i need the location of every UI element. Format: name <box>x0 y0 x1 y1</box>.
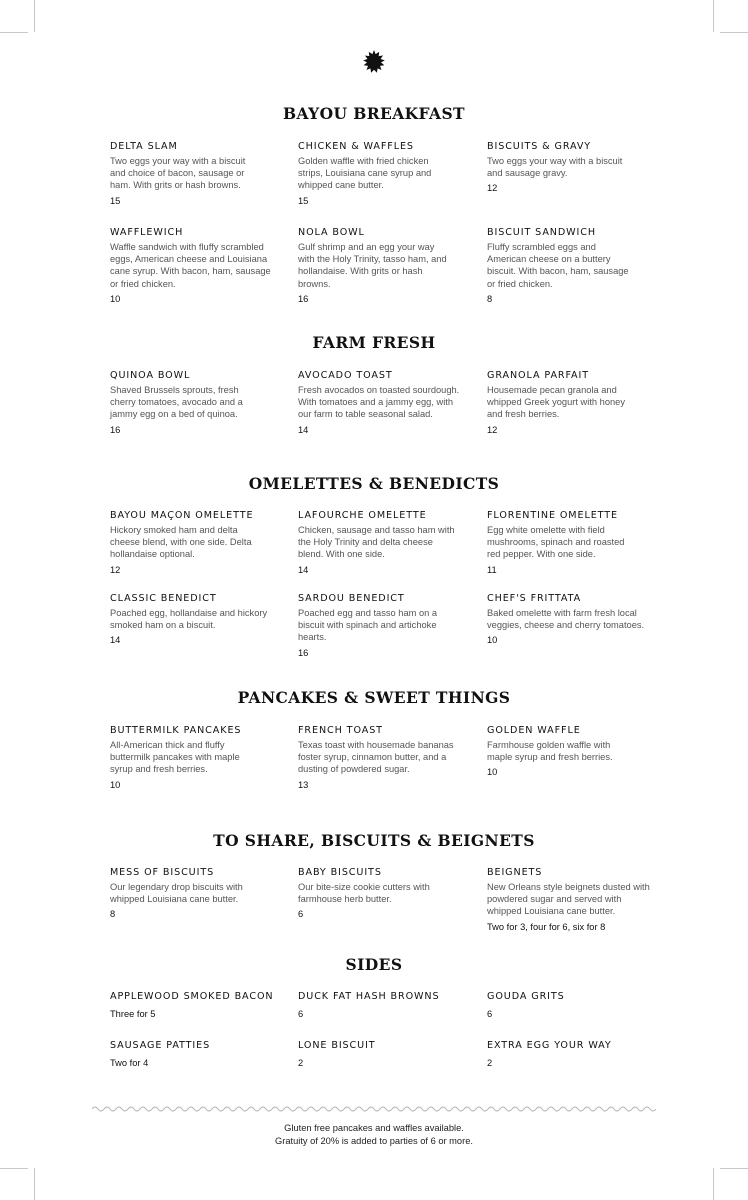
menu-item <box>487 141 659 194</box>
menu-item <box>110 370 282 436</box>
item-name: BAYOU MAÇON OMELETTE <box>110 510 254 521</box>
item-price: 16 <box>110 424 121 435</box>
item-description: Texas toast with housemade bananas foster syrup, cinnamon butter, and a dusting of powdered sugar. <box>298 740 454 775</box>
item-price: 10 <box>110 293 121 304</box>
item-price: 16 <box>298 293 309 304</box>
menu-item <box>298 867 470 920</box>
item-price: 6 <box>298 909 304 920</box>
item-description: Waffle sandwich with fluffy scrambled eggs, American cheese and Louisiana cane syrup. With bacon, ham, sausage or fried chicken. <box>110 242 271 289</box>
crop-mark-top-left <box>34 0 35 32</box>
footer-note <box>0 1122 748 1147</box>
sunburst-icon <box>362 50 386 74</box>
item-description: Two eggs your way with a biscuit and choice of bacon, sausage or ham. With grits or hash browns. <box>110 156 246 191</box>
item-price: 16 <box>298 647 309 658</box>
menu-item <box>487 991 659 1020</box>
crop-mark-top-left-h <box>0 32 28 33</box>
section-title-sides: SIDES <box>345 955 403 974</box>
section-title-bayou-breakfast: BAYOU BREAKFAST <box>283 104 465 123</box>
menu-item <box>298 991 470 1020</box>
item-name: BISCUITS & GRAVY <box>487 141 592 152</box>
item-description: Egg white omelette with field mushrooms, spinach and roasted red pepper. With one side. <box>487 525 625 560</box>
menu-item <box>110 991 282 1020</box>
item-description: Housemade pecan granola and whipped Greek yogurt with honey and fresh berries. <box>487 385 625 420</box>
menu-item <box>298 227 470 305</box>
crop-mark-bottom-right <box>713 1168 714 1200</box>
menu-item <box>487 370 659 436</box>
item-price: 8 <box>487 293 493 304</box>
item-name: LAFOURCHE OMELETTE <box>298 510 427 521</box>
item-description: Poached egg, hollandaise and hickory smoked ham on a biscuit. <box>110 608 268 631</box>
item-price: 14 <box>110 635 121 646</box>
item-description: Our legendary drop biscuits with whipped Louisiana cane butter. <box>110 882 243 905</box>
item-name: DELTA SLAM <box>110 141 178 152</box>
item-description: Gulf shrimp and an egg your way with the Holy Trinity, tasso ham, and hollandaise. With grits or hash browns. <box>298 242 447 289</box>
item-description: Chicken, sausage and tasso ham with the Holy Trinity and delta cheese blend. With one side. <box>298 525 455 560</box>
item-description: Fluffy scrambled eggs and American cheese on a buttery biscuit. With bacon, ham, sausage or fried chicken. <box>487 242 629 289</box>
menu-item <box>110 867 282 920</box>
menu-item <box>110 141 282 207</box>
item-name: GOUDA GRITS <box>487 991 565 1002</box>
item-name: NOLA BOWL <box>298 227 365 238</box>
menu-item <box>487 1040 659 1069</box>
menu-item <box>110 1040 282 1069</box>
item-price: 2 <box>487 1058 493 1068</box>
item-description: Farmhouse golden waffle with maple syrup and fresh berries. <box>487 740 613 763</box>
item-name: DUCK FAT HASH BROWNS <box>298 991 440 1002</box>
crop-mark-bottom-right-h <box>720 1168 748 1169</box>
menu-item <box>487 593 659 646</box>
crop-mark-top-right <box>713 0 714 32</box>
menu-item <box>487 867 659 933</box>
item-price: 11 <box>487 564 497 575</box>
item-price: 6 <box>298 1009 304 1019</box>
wavy-divider <box>92 1104 656 1114</box>
item-name: GOLDEN WAFFLE <box>487 725 581 736</box>
item-price: 14 <box>298 564 309 575</box>
item-price: 12 <box>110 564 121 575</box>
item-name: QUINOA BOWL <box>110 370 191 381</box>
section-title-pancakes-sweet-things: PANCAKES & SWEET THINGS <box>237 688 511 707</box>
item-price: 6 <box>487 1009 493 1019</box>
footer-gluten-note: Gluten free pancakes and waffles available. <box>284 1123 464 1133</box>
menu-item <box>298 725 470 791</box>
item-price: Two for 3, four for 6, six for 8 <box>487 921 606 932</box>
item-price: 15 <box>298 195 309 206</box>
item-name: APPLEWOOD SMOKED BACON <box>110 991 274 1002</box>
item-name: CLASSIC BENEDICT <box>110 593 217 604</box>
item-name: MESS OF BISCUITS <box>110 867 215 878</box>
item-name: SARDOU BENEDICT <box>298 593 405 604</box>
item-price: 10 <box>487 767 498 778</box>
menu-item <box>110 593 282 646</box>
item-description: Golden waffle with fried chicken strips, Louisiana cane syrup and whipped cane butter. <box>298 156 432 191</box>
item-description: Two eggs your way with a biscuit and sausage gravy. <box>487 156 623 179</box>
section-title-farm-fresh: FARM FRESH <box>312 333 436 352</box>
item-price: 12 <box>487 183 498 194</box>
item-name: FLORENTINE OMELETTE <box>487 510 618 521</box>
item-description: Baked omelette with farm fresh local veggies, cheese and cherry tomatoes. <box>487 608 645 631</box>
item-description: New Orleans style beignets dusted with powdered sugar and served with whipped Louisiana cane butter. <box>487 882 650 917</box>
footer-gratuity-note: Gratuity of 20% is added to parties of 6 or more. <box>275 1135 473 1146</box>
item-price: 8 <box>110 909 116 920</box>
item-price: 2 <box>298 1058 304 1068</box>
item-price: Two for 4 <box>110 1058 149 1068</box>
item-name: CHICKEN & WAFFLES <box>298 141 414 152</box>
item-name: LONE BISCUIT <box>298 1040 376 1051</box>
item-name: BUTTERMILK PANCAKES <box>110 725 242 736</box>
item-name: GRANOLA PARFAIT <box>487 370 589 381</box>
item-name: AVOCADO TOAST <box>298 370 393 381</box>
item-price: 13 <box>298 779 309 790</box>
menu-item <box>298 141 470 207</box>
item-name: BISCUIT SANDWICH <box>487 227 596 238</box>
crop-mark-bottom-left <box>34 1168 35 1200</box>
menu-item <box>298 510 470 576</box>
menu-item <box>487 725 659 778</box>
item-name: EXTRA EGG YOUR WAY <box>487 1040 612 1051</box>
item-description: Poached egg and tasso ham on a biscuit with spinach and artichoke hearts. <box>298 608 438 643</box>
section-title-to-share: TO SHARE, BISCUITS & BEIGNETS <box>213 831 535 850</box>
item-name: CHEF'S FRITTATA <box>487 593 582 604</box>
menu-item <box>110 725 282 791</box>
crop-mark-top-right-h <box>720 32 748 33</box>
item-price: 10 <box>110 779 121 790</box>
item-price: 14 <box>298 424 309 435</box>
item-name: WAFFLEWICH <box>110 227 184 238</box>
item-description: All-American thick and fluffy buttermilk pancakes with maple syrup and fresh berries. <box>110 740 240 775</box>
item-price: 10 <box>487 635 498 646</box>
crop-mark-bottom-left-h <box>0 1168 28 1169</box>
item-price: Three for 5 <box>110 1009 156 1019</box>
menu-item <box>298 593 470 659</box>
section-title-omelettes-benedicts: OMELETTES & BENEDICTS <box>248 474 500 493</box>
item-name: BABY BISCUITS <box>298 867 382 878</box>
item-name: SAUSAGE PATTIES <box>110 1040 211 1051</box>
menu-item <box>487 510 659 576</box>
item-description: Hickory smoked ham and delta cheese blend, with one side. Delta hollandaise optional. <box>110 525 252 560</box>
menu-item <box>298 370 470 436</box>
menu-item <box>110 510 282 576</box>
menu-item <box>487 227 659 305</box>
item-description: Shaved Brussels sprouts, fresh cherry tomatoes, avocado and a jammy egg on a bed of quinoa. <box>110 385 243 420</box>
item-description: Our bite-size cookie cutters with farmhouse herb butter. <box>298 882 430 905</box>
item-description: Fresh avocados on toasted sourdough. With tomatoes and a jammy egg, with our farm to table seasonal salad. <box>298 385 460 420</box>
item-name: FRENCH TOAST <box>298 725 383 736</box>
item-price: 15 <box>110 195 121 206</box>
item-name: BEIGNETS <box>487 867 543 878</box>
menu-item <box>298 1040 470 1069</box>
menu-item <box>110 227 282 305</box>
item-price: 12 <box>487 424 498 435</box>
